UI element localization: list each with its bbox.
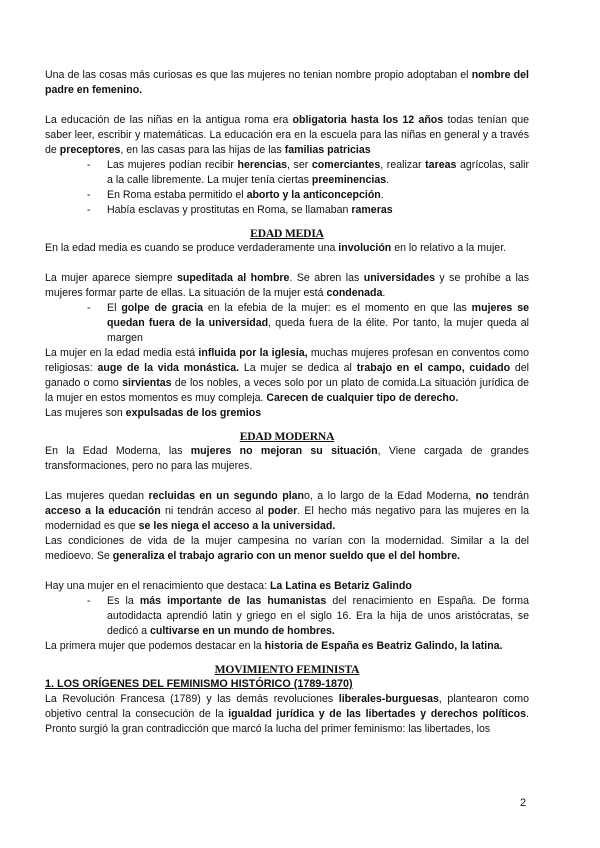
bold-text: influida por la iglesia,: [198, 347, 308, 359]
text-run: en la efebia de la mujer: es el momento en que las: [202, 302, 472, 314]
text-run: Es la: [107, 595, 140, 607]
bold-text: generaliza el trabajo agrario con un menor sueldo que el del hombre.: [112, 550, 461, 562]
bold-text: historia de España es Beatriz Galindo, la latina.: [264, 640, 503, 652]
text-run: , ser: [286, 159, 312, 171]
bold-text: supeditada al hombre: [176, 272, 290, 284]
text-run: Las mujeres quedan: [45, 490, 149, 502]
text-run: . Se abren las: [289, 272, 364, 284]
bold-text: auge de la vida monástica.: [97, 362, 240, 374]
bold-text: rameras: [351, 204, 393, 216]
list-item: - Las mujeres podían recibir herencias, ser comerciantes, realizar tareas agrícolas, salir a la calle libremente. La mujer tenía ciertas preeminencias.: [87, 159, 529, 186]
text-run: Las mujeres son: [45, 407, 126, 419]
paragraph: [45, 444, 529, 474]
text-run: en lo relativo a la mujer.: [391, 242, 507, 254]
bold-text: preeminencias: [311, 174, 387, 186]
text-run: En Roma estaba permitido el: [107, 189, 247, 201]
bold-text: mujeres se quedan fuera de la universidad: [107, 302, 529, 329]
bold-text: Carecen de cualquier tipo de derecho.: [266, 392, 459, 404]
text-run: . El hecho más negativo para las mujeres en la modernidad es que: [45, 505, 530, 532]
text-run: Las condiciones de vida de la mujer campesina no varían con la modernidad. Similar a la del medioevo. Se: [45, 535, 529, 562]
bold-text: no: [475, 490, 489, 502]
bold-text: cultivarse en un mundo de hombres.: [150, 625, 335, 637]
bold-text: obligatoria hasta los 12 años: [292, 114, 444, 126]
bold-text: herencias: [237, 159, 287, 171]
bold-text: aborto y la anticoncepción: [246, 189, 381, 201]
page-number: 2: [520, 797, 527, 809]
text-run: La primera mujer que podemos destacar en la: [45, 640, 265, 652]
text-run: agrícolas, salir a la calle libremente. La mujer tenía ciertas: [107, 159, 529, 186]
bold-text: sirvientas: [122, 377, 172, 389]
text-run: , realizar: [380, 159, 426, 171]
paragraph: [45, 489, 529, 534]
bold-text: golpe de gracia: [121, 302, 203, 314]
text-run: , Viene cargada de grandes transformaciones, pero no para las mujeres.: [45, 445, 529, 472]
text-run: Las mujeres podían recibir: [107, 159, 238, 171]
text-run: La educación de las niñas en la antigua roma era: [45, 114, 293, 126]
text-run: .: [386, 174, 390, 186]
list-item: - En Roma estaba permitido el aborto y la anticoncepción.: [87, 189, 384, 201]
text-run: Una de las cosas más curiosas es que las mujeres no tenian nombre propio adoptaban el: [45, 69, 472, 81]
list-item: - Es la más importante de las humanistas del renacimiento en España. De forma autodidacta aprendió latin y griego en el siglo 16. Era la hija de unos aristócratas, se dedicó a cultivarse en un mundo de hombres.: [87, 595, 529, 637]
bold-text: recluidas en un segundo plan: [148, 490, 305, 502]
text-run: todas tenían que saber leer, escribir y matemáticas. La educación era en la escuela para las niñas en general y a través de: [45, 114, 529, 156]
bold-text: más importante de las humanistas: [139, 595, 327, 607]
bold-text: expulsadas de los gremios: [125, 407, 262, 419]
paragraph: [45, 68, 529, 98]
text-run: .: [380, 189, 384, 201]
paragraph: [45, 534, 529, 564]
paragraph: [45, 692, 529, 737]
text-run: Hay una mujer en el renacimiento que destaca:: [45, 580, 270, 592]
text-run: muchas mujeres profesan en conventos como religiosas:: [45, 347, 530, 374]
text-run: , plantearon como objetivo central la consecución de la: [45, 693, 529, 720]
text-run: La mujer en la edad media está: [45, 347, 199, 359]
section-heading-edad-moderna: EDAD MODERNA: [239, 430, 335, 443]
text-run: , en las casas para las hijas de las: [120, 144, 285, 156]
text-run: , queda fuera de la élite. Por tanto, la mujer queda al margen: [107, 317, 529, 344]
section-heading-edad-media: EDAD MEDIA: [250, 227, 324, 240]
bullet-list: [45, 594, 529, 639]
paragraph: [45, 241, 529, 256]
bold-text: familias patricias: [284, 144, 371, 156]
text-run: En la Edad Moderna, las: [45, 445, 191, 457]
text-run: La Revolución Francesa (1789) y las demás revoluciones: [45, 693, 339, 705]
text-run: tendrán: [488, 490, 530, 502]
bullet-list: [45, 158, 529, 218]
bold-text: se les niega el acceso a la universidad.: [138, 520, 336, 532]
text-run: La mujer se dedica al: [239, 362, 357, 374]
paragraph: [45, 406, 529, 421]
paragraph: [45, 113, 529, 158]
text-run: del renacimiento en España. De forma autodidacta aprendió latin y griego en el siglo 16. Era la hija de unos aristócratas, se dedicó a: [107, 595, 529, 637]
bold-text: poder: [267, 505, 298, 517]
bold-text: tareas: [425, 159, 457, 171]
text-run: o, a lo largo de la Edad Moderna,: [304, 490, 476, 502]
bold-text: preceptores: [59, 144, 121, 156]
list-item: - Había esclavas y prostitutas en Roma, se llamaban rameras: [87, 204, 393, 216]
bold-text: acceso a la educación: [45, 505, 161, 517]
paragraph: [45, 579, 529, 594]
bold-text: igualdad jurídica y de las libertades y derechos políticos: [228, 708, 527, 720]
text-run: ni tendrán acceso al: [160, 505, 268, 517]
paragraph: [45, 346, 529, 406]
text-run: .: [382, 287, 386, 299]
text-run: del ganado o como: [45, 362, 529, 389]
text-run: En la edad media es cuando se produce verdaderamente una: [45, 242, 339, 254]
text-run: de los nobles, a veces solo por un plato de comida.La situación jurídica de la mujer en estos momentos es muy compleja.: [45, 377, 529, 404]
section-heading-movimiento-feminista: MOVIMIENTO FEMINISTA: [214, 663, 360, 676]
bold-text: La Latina es Betariz Galindo: [269, 580, 412, 592]
bold-text: universidades: [363, 272, 435, 284]
bold-text: comerciantes: [311, 159, 381, 171]
paragraph: [45, 639, 529, 654]
text-run: . Pronto surgió la gran contradicción que marcó la lucha del primer feminismo: las libertades, los: [45, 708, 529, 735]
bold-text: nombre del padre en femenino.: [45, 69, 529, 96]
bold-text: involución: [338, 242, 392, 254]
bold-text: mujeres no mejoran su situación: [190, 445, 378, 457]
list-item: - El golpe de gracia en la efebia de la mujer: es el momento en que las mujeres se quedan fuera de la universidad, queda fuera de la élite. Por tanto, la mujer queda al margen: [87, 302, 529, 344]
bold-text: trabajo en el campo, cuidado: [356, 362, 511, 374]
bold-text: liberales-burguesas: [338, 693, 439, 705]
subsection-heading: 1. LOS ORÍGENES DEL FEMINISMO HISTÓRICO (1789-1870): [45, 678, 353, 690]
text-run: El: [107, 302, 122, 314]
bullet-list: [45, 301, 529, 346]
text-run: y se prohíbe a las mujeres formar parte de ellas. La situación de la mujer está: [45, 272, 529, 299]
page-content: [45, 68, 529, 737]
bold-text: condenada: [326, 287, 383, 299]
paragraph: [45, 271, 529, 301]
text-run: La mujer aparece siempre: [45, 272, 177, 284]
text-run: Había esclavas y prostitutas en Roma, se llamaban: [107, 204, 352, 216]
